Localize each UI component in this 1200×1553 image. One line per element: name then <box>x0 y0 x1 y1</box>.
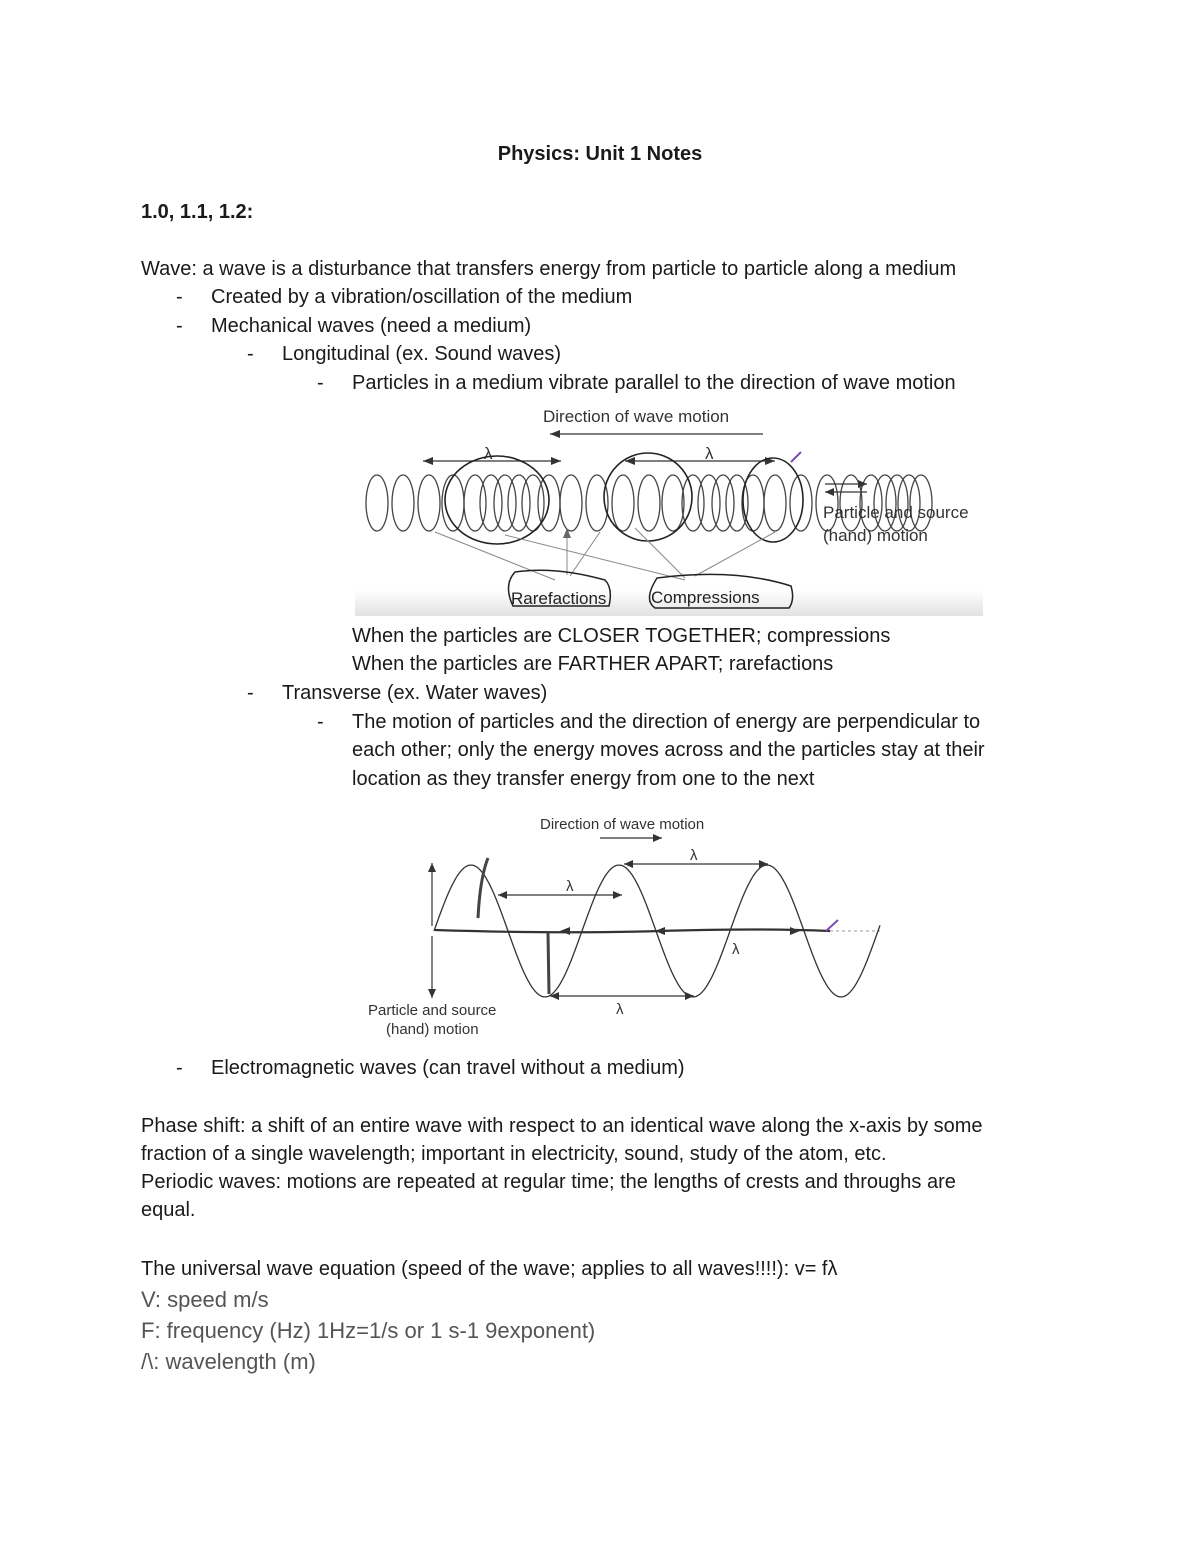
section-heading: 1.0, 1.1, 1.2: <box>141 201 254 223</box>
bullet-dash: - <box>317 711 324 733</box>
periodic-line-2: equal. <box>141 1199 196 1221</box>
bullet-dash: - <box>176 315 183 337</box>
arrow-head <box>428 863 436 872</box>
bullet-dash: - <box>247 343 254 365</box>
transverse-desc-line-3: location as they transfer energy from one to the next <box>352 768 815 790</box>
arrow-head <box>428 989 436 998</box>
particle-label-1: Particle and source <box>368 1002 497 1019</box>
bullet-dash: - <box>176 286 183 308</box>
purple-tick <box>826 920 838 931</box>
lambda-label-left: λ <box>484 444 493 463</box>
closer-together-text: When the particles are CLOSER TOGETHER; compressions <box>352 625 891 647</box>
particle-label-2: (hand) motion <box>386 1021 479 1038</box>
wave-equation: The universal wave equation (speed of the wave; applies to all waves!!!!): v= fλ <box>141 1258 838 1280</box>
arrow-head <box>498 891 507 899</box>
phase-shift-line-2: fraction of a single wavelength; important in electricity, sound, study of the atom, etc. <box>141 1143 887 1165</box>
rarefactions-label: Rarefactions <box>511 589 607 608</box>
page-title: Physics: Unit 1 Notes <box>497 143 703 165</box>
arrow-head <box>560 927 570 935</box>
arrow-head <box>685 992 694 1000</box>
bullet-electromagnetic: Electromagnetic waves (can travel without a medium) <box>211 1057 685 1079</box>
farther-apart-text: When the particles are FARTHER APART; rarefactions <box>352 653 834 675</box>
hand-drawn-mark <box>548 933 549 994</box>
bullet-longitudinal-desc: Particles in a medium vibrate parallel to the direction of wave motion <box>352 372 956 394</box>
arrow-head <box>790 927 800 935</box>
lambda-label-mid: λ <box>566 878 574 895</box>
lambda-label-bottom: λ <box>616 1001 624 1018</box>
particle-label-1: Particle and source <box>823 503 969 522</box>
hand-drawn-midline <box>435 930 830 933</box>
transverse-wave-figure <box>360 808 890 1042</box>
bullet-transverse: Transverse (ex. Water waves) <box>282 682 548 704</box>
transverse-desc-line-1: The motion of particles and the direction of energy are perpendicular to <box>352 711 981 733</box>
longitudinal-wave-figure <box>355 400 983 616</box>
phase-shift-line-1: Phase shift: a shift of an entire wave with respect to an identical wave along the x-axis by some <box>141 1115 983 1137</box>
variable-v: V: speed m/s <box>141 1287 269 1312</box>
transverse-desc-line-2: each other; only the energy moves across and the particles stay at their <box>352 739 985 761</box>
bullet-created-by: Created by a vibration/oscillation of the medium <box>211 286 633 308</box>
hand-drawn-mark <box>478 858 488 918</box>
arrow-head <box>550 992 559 1000</box>
bullet-dash: - <box>247 682 254 704</box>
particle-label-2: (hand) motion <box>823 526 928 545</box>
direction-label: Direction of wave motion <box>540 816 705 833</box>
lambda-label-top: λ <box>690 847 698 864</box>
direction-label: Direction of wave motion <box>543 407 730 426</box>
lambda-label-right: λ <box>705 444 714 463</box>
variable-lambda: /\: wavelength (m) <box>141 1349 316 1374</box>
bullet-dash: - <box>317 372 324 394</box>
wave-definition: Wave: a wave is a disturbance that transfers energy from particle to particle along a medium <box>141 258 957 280</box>
variable-f: F: frequency (Hz) 1Hz=1/s or 1 s-1 9exponent) <box>141 1318 596 1343</box>
arrow-head <box>613 891 622 899</box>
bullet-longitudinal: Longitudinal (ex. Sound waves) <box>282 343 562 365</box>
periodic-line-1: Periodic waves: motions are repeated at regular time; the lengths of crests and throughs are <box>141 1171 956 1193</box>
compressions-label: Compressions <box>651 588 760 607</box>
lambda-label-right: λ <box>732 941 740 958</box>
bullet-mechanical: Mechanical waves (need a medium) <box>211 315 532 337</box>
arrow-head <box>759 860 768 868</box>
bullet-dash: - <box>176 1057 183 1079</box>
arrow-head <box>653 834 662 842</box>
